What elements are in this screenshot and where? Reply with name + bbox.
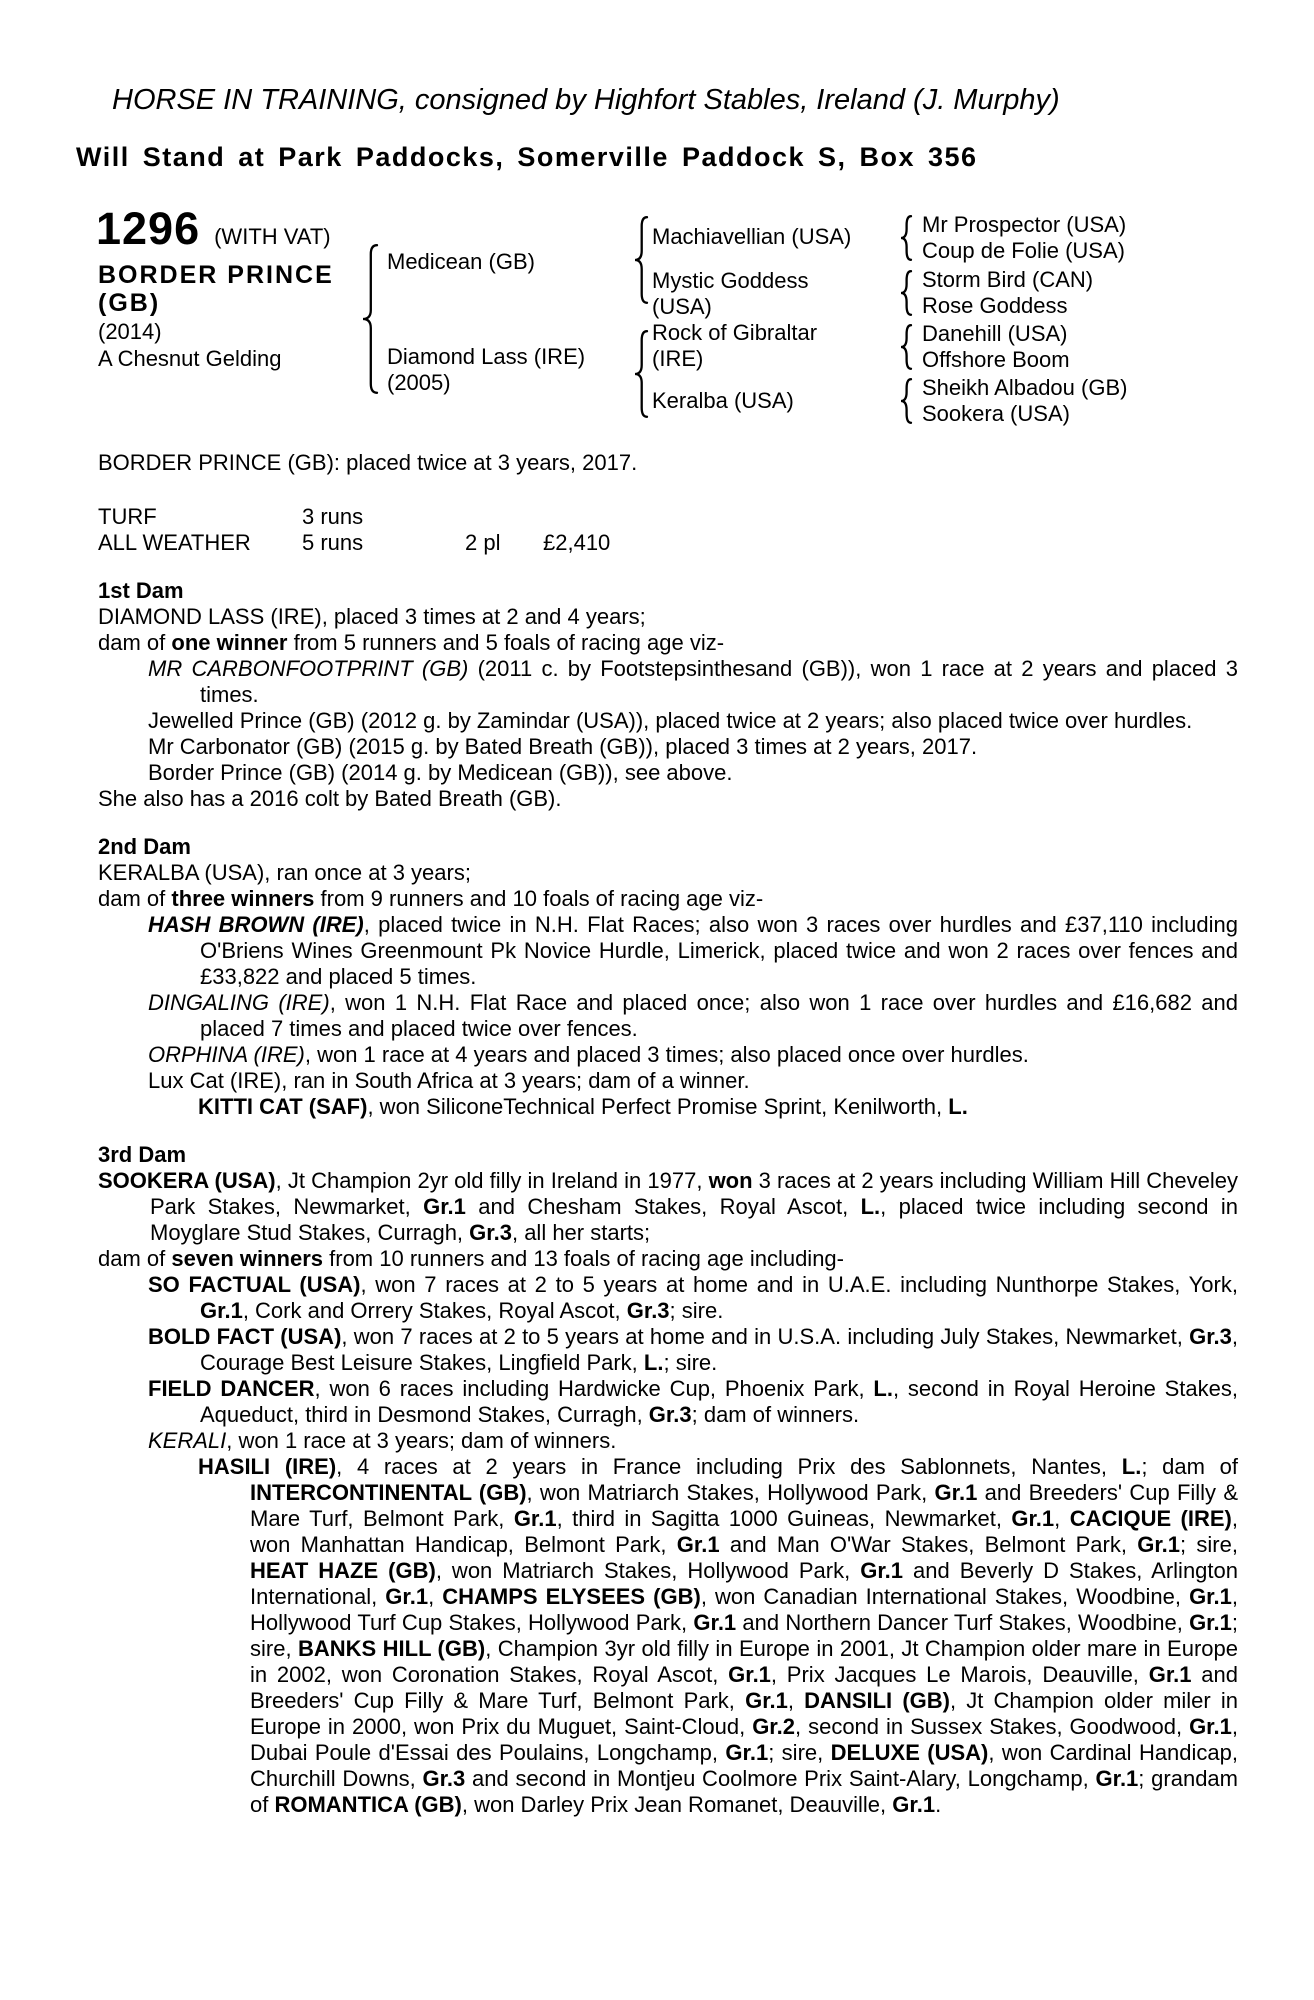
stats-row-all-weather (98, 530, 1238, 556)
pedigree-paragraph: BOLD FACT (USA), won 7 races at 2 to 5 years at home and in U.S.A. including July Stakes, Newmarket, Gr.3, Courage Best Leisure Stakes, Lingfield Park, L.; sire. (148, 1324, 1239, 1375)
pedigree-sire-sire: Machiavellian (USA) (652, 224, 852, 249)
pedigree-dam-sire-line2: (IRE) (652, 346, 704, 371)
lot-header (96, 203, 331, 254)
pedigree-paragraph: She also has a 2016 colt by Bated Breath (GB). (98, 786, 562, 811)
stats-surface: ALL WEATHER (98, 530, 251, 555)
section-heading: 2nd Dam (98, 834, 191, 859)
stats-runs: 5 runs (302, 530, 364, 555)
pedigree-paragraph: DIAMOND LASS (IRE), placed 3 times at 2 and 4 years; (98, 604, 646, 629)
pedigree-paragraph: Mr Carbonator (GB) (2015 g. by Bated Breath (GB)), placed 3 times at 2 years, 2017. (148, 734, 978, 759)
pedigree-ggp-1a: Mr Prospector (USA) (922, 212, 1127, 237)
pedigree-paragraph: dam of one winner from 5 runners and 5 foals of racing age viz- (98, 630, 725, 655)
horse-name-line1: BORDER PRINCE (98, 261, 334, 289)
stats-row-turf (98, 504, 1238, 530)
pedigree-paragraph: ORPHINA (IRE), won 1 race at 4 years and placed 3 times; also placed once over hurdles. (148, 1042, 1029, 1067)
pedigree-paragraph: HASH BROWN (IRE), placed twice in N.H. Flat Races; also won 3 races over hurdles and £37,110 including O'Briens Wines Greenmount Pk Novice Hurdle, Limerick, placed twice and won 2 races over fences and £33,822 and placed 5 times. (148, 912, 1238, 989)
pedigree-sire-dam-line1: Mystic Goddess (652, 268, 809, 293)
pedigree-ggp-3b: Offshore Boom (922, 347, 1070, 372)
pedigree-brace-gp2 (900, 270, 912, 316)
pedigree-paragraph: KITTI CAT (SAF), won SiliconeTechnical Perfect Promise Sprint, Kenilworth, L. (198, 1094, 968, 1119)
pedigree-dam-sire-line1: Rock of Gibraltar (652, 320, 818, 345)
pedigree-paragraph: SO FACTUAL (USA), won 7 races at 2 to 5 years at home and in U.A.E. including Nunthorpe Stakes, York, Gr.1, Cork and Orrery Stakes, Royal Ascot, Gr.3; sire. (148, 1272, 1238, 1323)
pedigree-brace-gp3 (900, 324, 912, 370)
lot-number: 1296 (96, 203, 201, 254)
pedigree-paragraph: DINGALING (IRE), won 1 N.H. Flat Race and placed once; also won 1 race over hurdles and £16,682 and placed 7 times and placed twice over fences. (148, 990, 1239, 1041)
pedigree-paragraph: Border Prince (GB) (2014 g. by Medicean (GB)), see above. (148, 760, 733, 785)
pedigree-dam-dam: Keralba (USA) (652, 388, 794, 413)
pedigree-brace-sire (634, 216, 648, 304)
pedigree-paragraph: HASILI (IRE), 4 races at 2 years in France including Prix des Sablonnets, Nantes, L.; dam of INTERCONTINENTAL (GB), won Matriarch Stakes, Hollywood Park, Gr.1 and Breeders' Cup Filly & Mare Turf, Belmont Park, Gr.1, third in Sagitta 1000 Guineas, Newmarket, Gr.1, CACIQUE (IRE), won Manhattan Handicap, Belmont Park, Gr.1 and Man O'War Stakes, Belmont Park, Gr.1; sire, HEAT HAZE (GB), won Matriarch Stakes, Hollywood Park, Gr.1 and Beverly D Stakes, Arlington International, Gr.1, CHAMPS ELYSEES (GB), won Canadian International Stakes, Woodbine, Gr.1, Hollywood Turf Cup Stakes, Hollywood Park, Gr.1 and Northern Dancer Turf Stakes, Woodbine, Gr.1; sire, BANKS HILL (GB), Champion 3yr old filly in Europe in 2001, Jt Champion older mare in Europe in 2002, won Coronation Stakes, Royal Ascot, Gr.1, Prix Jacques Le Marois, Deauville, Gr.1 and Breeders' Cup Filly & Mare Turf, Belmont Park, Gr.1, DANSILI (GB), Jt Champion older miler in Europe in 2000, won Prix du Muguet, Saint-Cloud, Gr.2, second in Sussex Stakes, Goodwood, Gr.1, Dubai Poule d'Essai des Poulains, Longchamp, Gr.1; sire, DELUXE (USA), won Cardinal Handicap, Churchill Downs, Gr.3 and second in Montjeu Coolmore Prix Saint-Alary, Longchamp, Gr.1; grandam of ROMANTICA (GB), won Darley Prix Jean Romanet, Deauville, Gr.1. (198, 1454, 1239, 1817)
race-record-summary: BORDER PRINCE (GB): placed twice at 3 years, 2017. (98, 450, 638, 475)
pedigree-brace-gp1 (900, 215, 912, 261)
pedigree-paragraph: SOOKERA (USA), Jt Champion 2yr old filly in Ireland in 1977, won 3 races at 2 years including William Hill Cheveley Park Stakes, Newmarket, Gr.1 and Chesham Stakes, Royal Ascot, L., placed twice including second in Moyglare Stud Stakes, Curragh, Gr.3, all her starts; (98, 1168, 1238, 1245)
pedigree-paragraph: Lux Cat (IRE), ran in South Africa at 3 years; dam of a winner. (148, 1068, 750, 1093)
pedigree-brace-gp4 (900, 378, 912, 424)
horse-foaling-year: (2014) (98, 319, 162, 344)
pedigree-ggp-3a: Danehill (USA) (922, 321, 1068, 346)
consignment-title: HORSE IN TRAINING, consigned by Highfort Stables, Ireland (J. Murphy) (112, 84, 1060, 116)
stats-placed: 2 pl (465, 530, 501, 555)
race-record-stats (98, 504, 1238, 556)
stats-earnings: £2,410 (543, 530, 611, 555)
section-heading: 1st Dam (98, 578, 184, 603)
pedigree-ggp-4b: Sookera (USA) (922, 401, 1070, 426)
pedigree-paragraph: Jewelled Prince (GB) (2012 g. by Zamindar (USA)), placed twice at 2 years; also placed twice over hurdles. (148, 708, 1193, 733)
pedigree-sire-dam-line2: (USA) (652, 294, 712, 319)
horse-description: A Chesnut Gelding (98, 346, 282, 371)
pedigree-sire: Medicean (GB) (387, 249, 535, 274)
pedigree-paragraph: FIELD DANCER, won 6 races including Hardwicke Cup, Phoenix Park, L., second in Royal Heroine Stakes, Aqueduct, third in Desmond Stakes, Curragh, Gr.3; dam of winners. (148, 1376, 1239, 1427)
pedigree-brace-dam (634, 330, 648, 418)
pedigree-ggp-2a: Storm Bird (CAN) (922, 267, 1094, 292)
pedigree-brace-main (362, 244, 378, 394)
pedigree-paragraph: KERALBA (USA), ran once at 3 years; (98, 860, 471, 885)
section-heading: 3rd Dam (98, 1142, 187, 1167)
stand-location-title: Will Stand at Park Paddocks, Somerville Paddock S, Box 356 (76, 142, 978, 172)
pedigree-paragraph: KERALI, won 1 race at 3 years; dam of winners. (148, 1428, 617, 1453)
horse-name-line2: (GB) (98, 289, 161, 317)
pedigree-paragraph: dam of three winners from 9 runners and 10 foals of racing age viz- (98, 886, 764, 911)
pedigree-dam-year: (2005) (387, 370, 451, 395)
pedigree-notes (98, 578, 1238, 1818)
body-column (98, 450, 1238, 1818)
pedigree-paragraph: MR CARBONFOOTPRINT (GB) (2011 c. by Footstepsinthesand (GB)), won 1 race at 2 years and placed 3 times. (148, 656, 1238, 707)
pedigree-ggp-1b: Coup de Folie (USA) (922, 238, 1125, 263)
pedigree-ggp-2b: Rose Goddess (922, 293, 1068, 318)
pedigree-paragraph: dam of seven winners from 10 runners and 13 foals of racing age including- (98, 1246, 844, 1271)
stats-runs: 3 runs (302, 504, 364, 529)
stats-surface: TURF (98, 504, 157, 529)
lot-vat-note: (WITH VAT) (214, 224, 331, 249)
pedigree-dam: Diamond Lass (IRE) (387, 344, 586, 369)
pedigree-ggp-4a: Sheikh Albadou (GB) (922, 375, 1128, 400)
